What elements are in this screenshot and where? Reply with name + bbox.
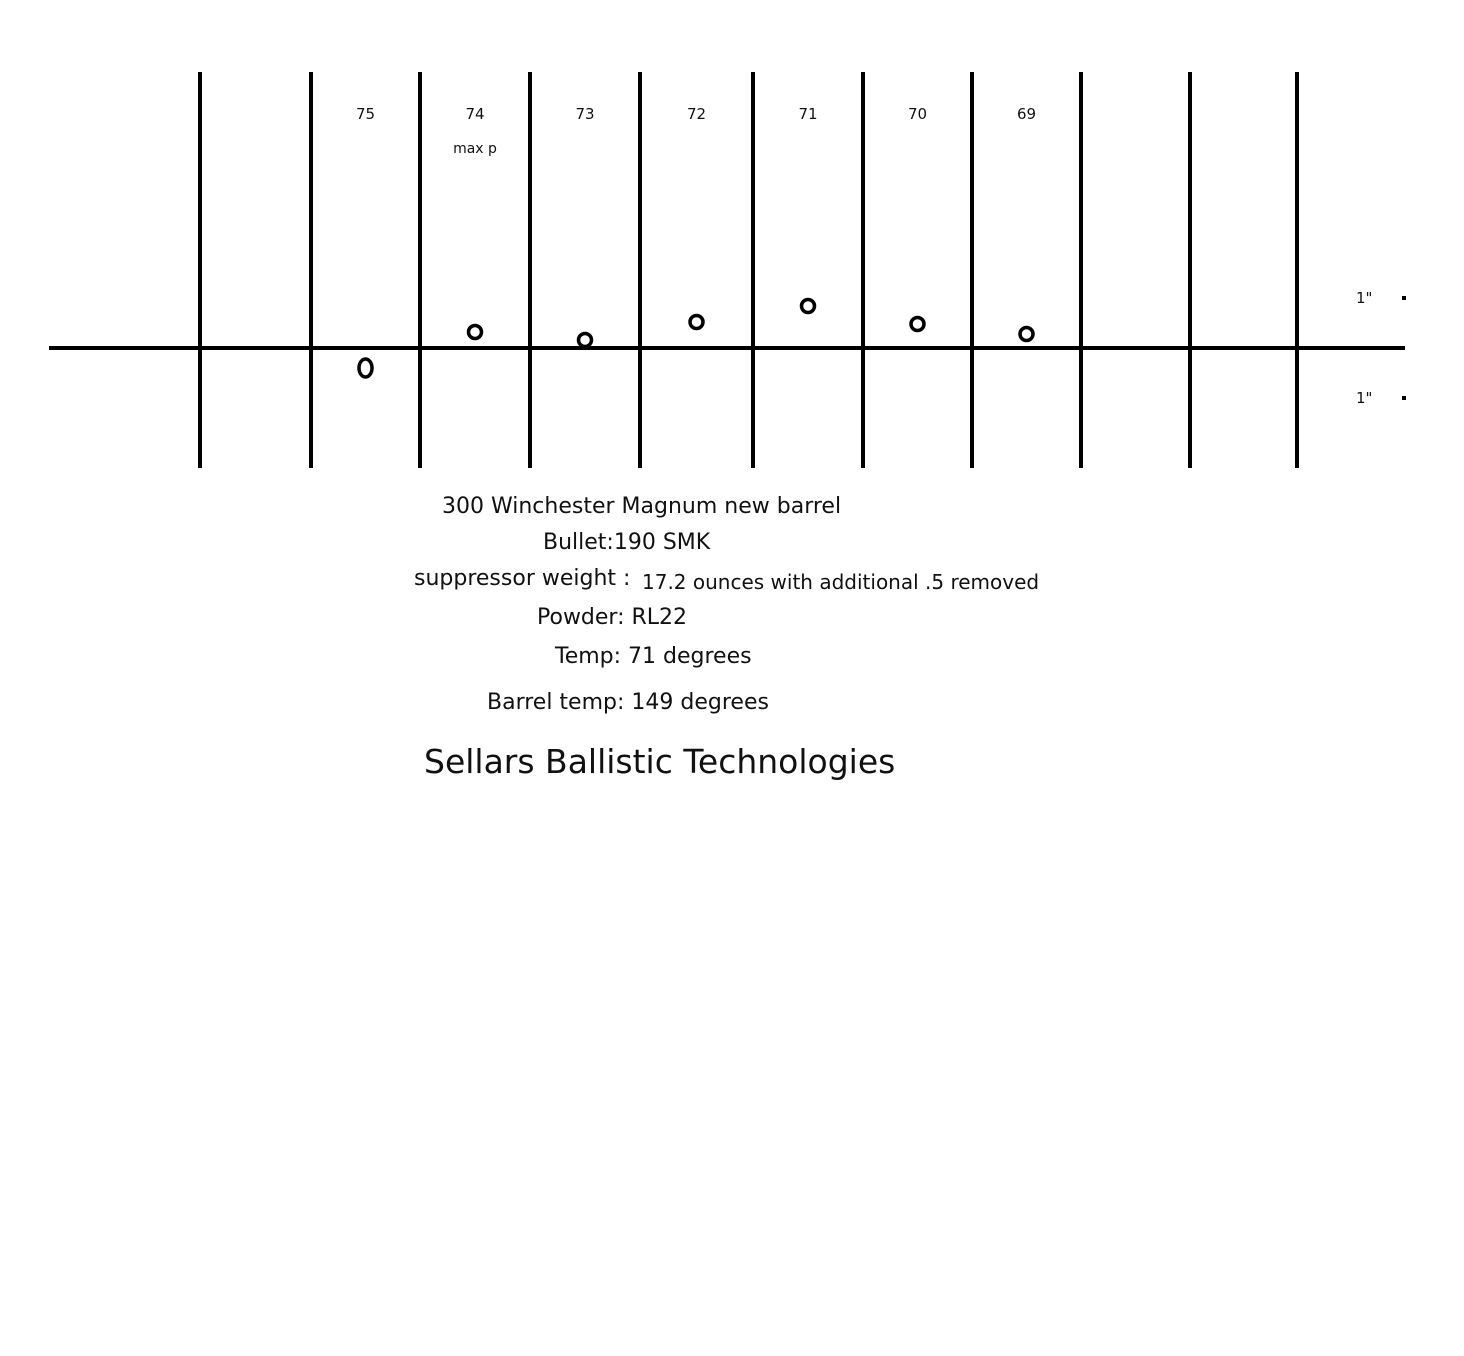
shot-impact-marker (911, 318, 924, 331)
category-label: 69 (1016, 105, 1037, 123)
reference-scale-tick (1402, 396, 1406, 400)
shot-impact-marker (690, 316, 703, 329)
suppressor-weight-value: 17.2 ounces with additional .5 removed (642, 570, 1040, 594)
load-test-chart (0, 0, 1464, 500)
category-label: 73 (575, 105, 595, 123)
bullet-label: Bullet:190 SMK (543, 530, 711, 555)
company-name: Sellars Ballistic Technologies (424, 742, 896, 781)
category-label: 74 (465, 105, 485, 123)
annotation-label: max p (453, 141, 497, 157)
shot-impact-marker (469, 326, 482, 339)
category-label: 75 (355, 105, 376, 123)
shot-impact-marker (1020, 328, 1033, 341)
powder-label: Powder: RL22 (537, 605, 688, 630)
gridlines (200, 72, 1297, 468)
shot-impact-marker (579, 334, 592, 347)
shot-marks (356, 105, 1406, 407)
category-label: 71 (798, 105, 818, 123)
reference-scale-tick (1402, 296, 1406, 300)
category-label: 72 (686, 105, 707, 123)
category-label: 70 (907, 105, 928, 123)
reference-scale-label: 1" (1356, 389, 1373, 407)
cartridge-label: 300 Winchester Magnum new barrel (442, 494, 842, 519)
shot-impact-marker (802, 300, 815, 313)
shot-impact-marker (359, 359, 372, 377)
barrel-temperature-label: Barrel temp: 149 degrees (487, 690, 769, 715)
temperature-label: Temp: 71 degrees (555, 644, 752, 669)
suppressor-weight-label: suppressor weight : (414, 566, 631, 591)
reference-scale-label: 1" (1356, 289, 1373, 307)
